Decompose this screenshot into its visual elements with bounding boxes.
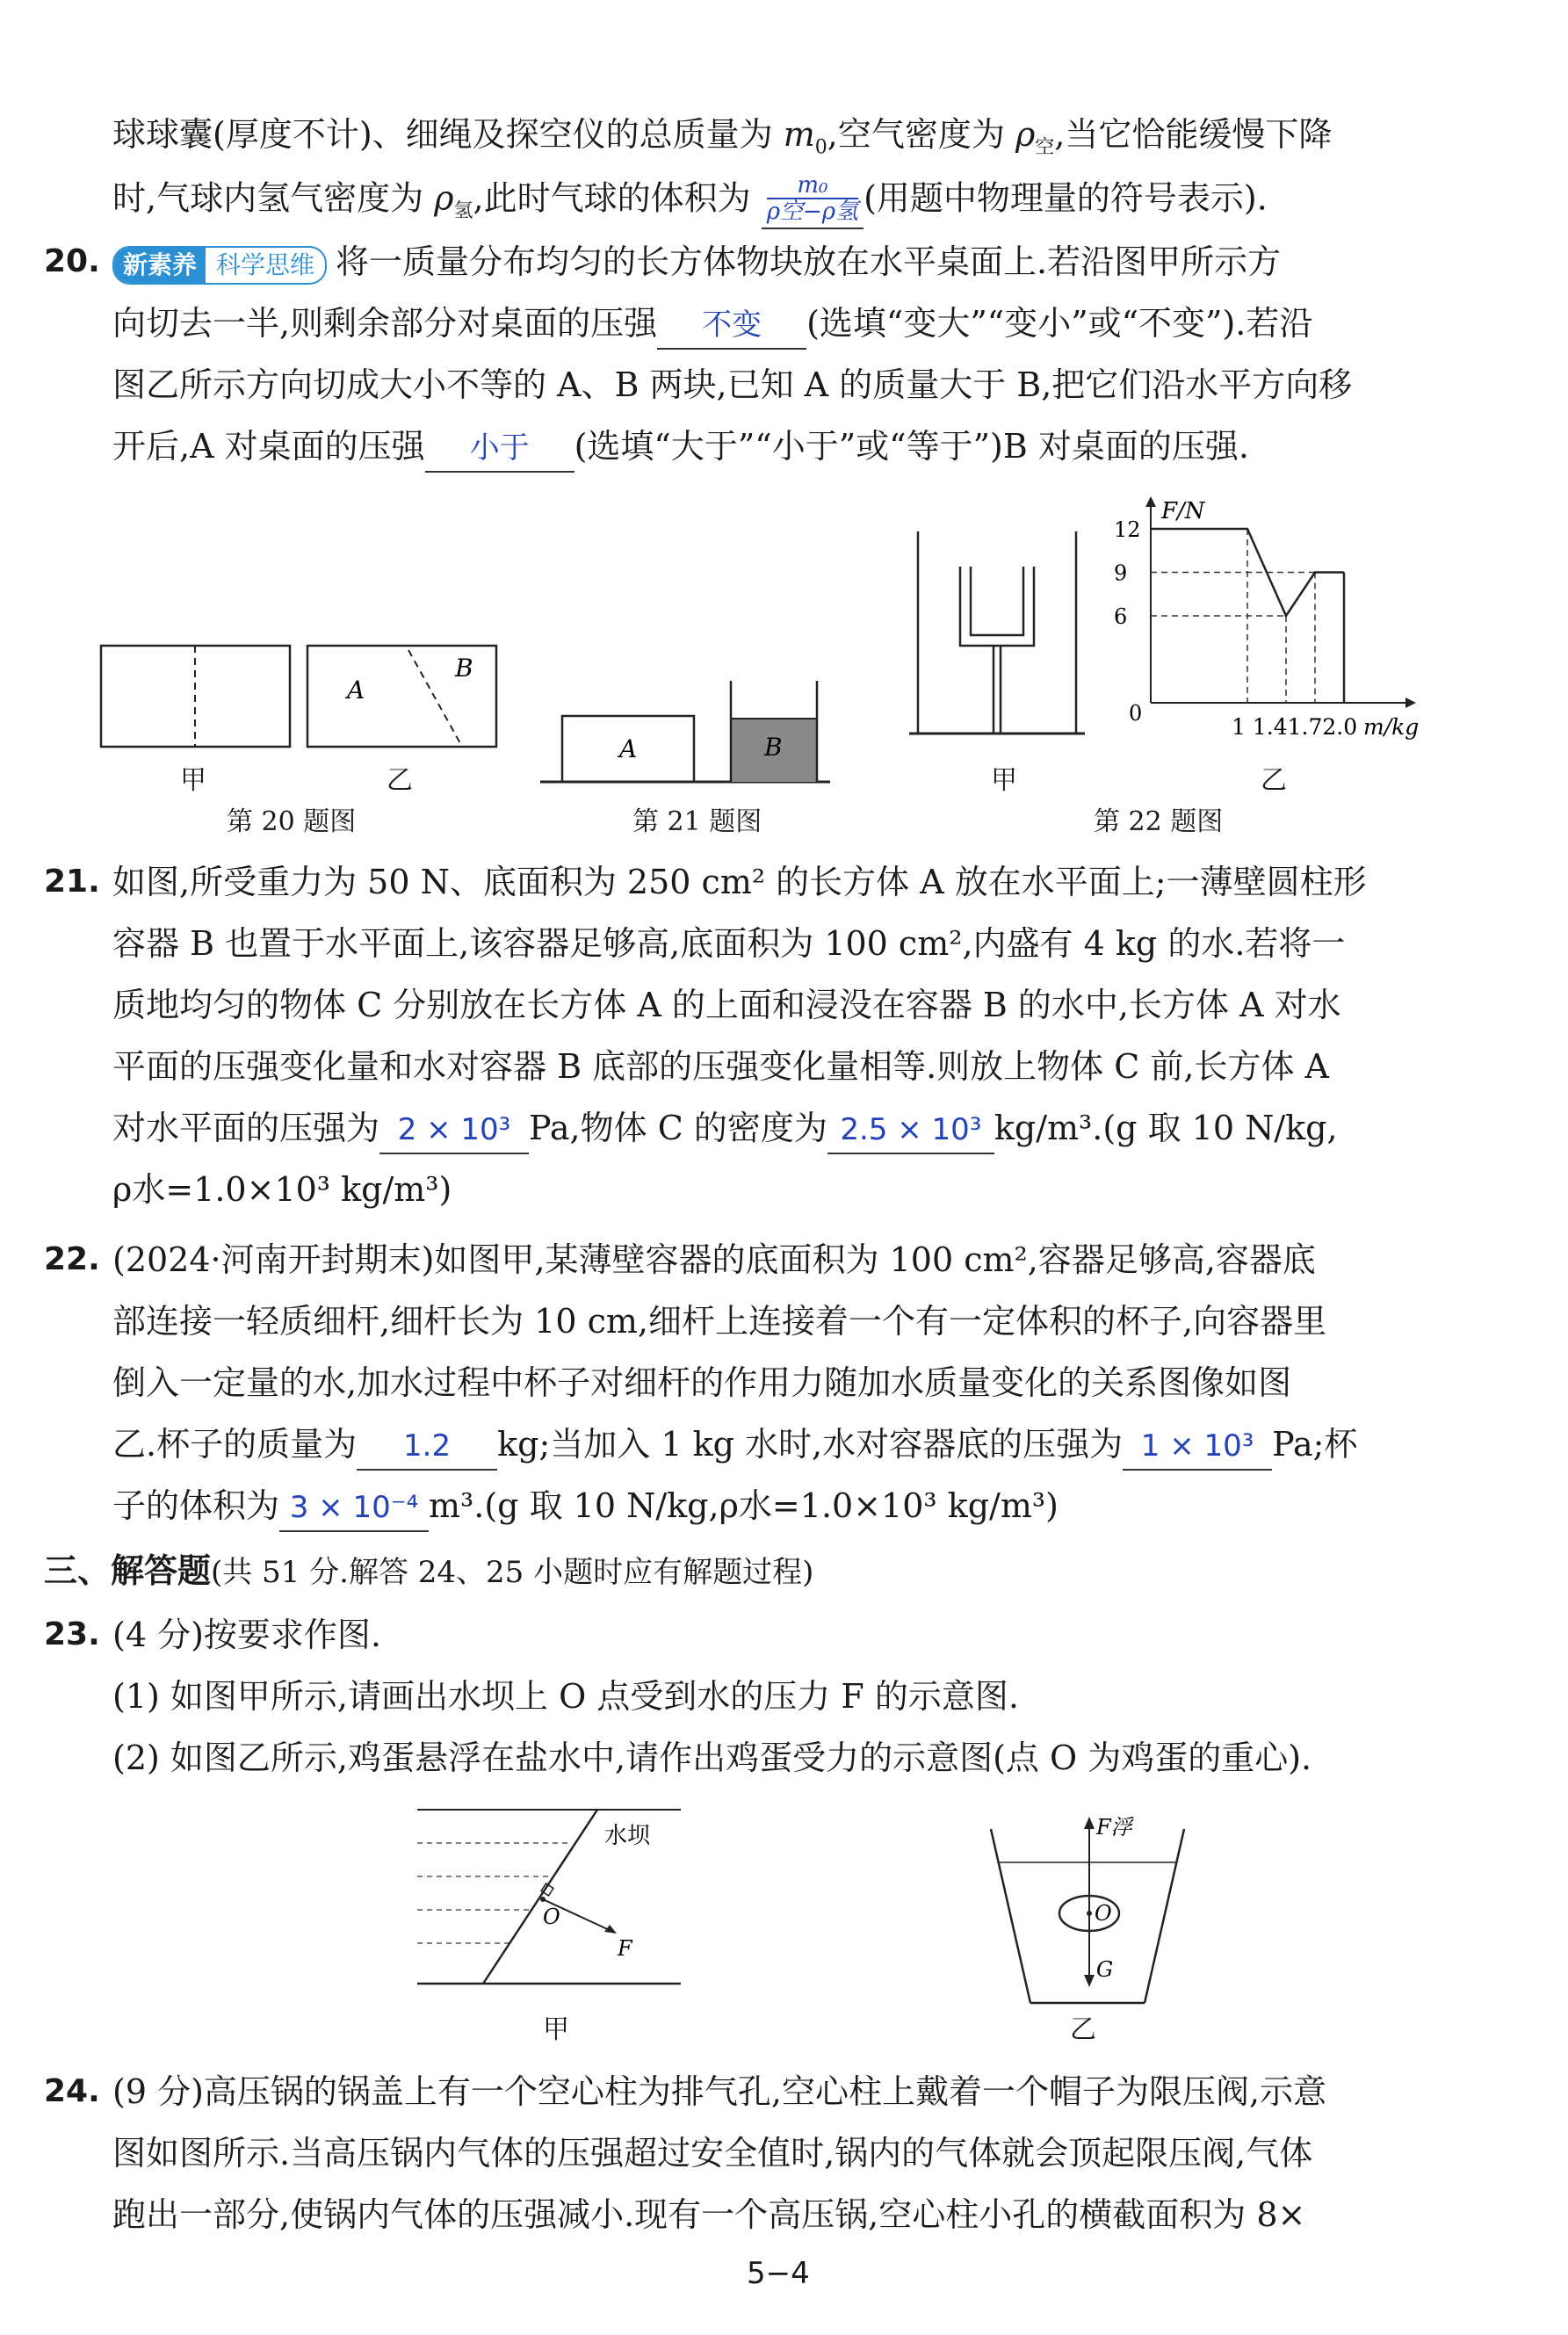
q21-answer-2: 2.5 × 10³ [827,1107,994,1154]
fig20-diagram [97,633,509,755]
fig20-label-yi: 乙 [387,765,413,796]
chart-y-tick-label: 9 [1114,560,1128,586]
dam-force-F: F [618,1936,632,1961]
q24-line-1: (9 分)高压锅的锅盖上有一个空心柱为排气孔,空心柱上戴着一个帽子为限压阀,示意 [112,2072,1327,2111]
dam-label: 水坝 [604,1823,651,1849]
fig22-label-yi: 乙 [1261,765,1287,796]
fig23-label-jia: 甲 [543,2014,569,2045]
q22-line-5: 子的体积为 3 × 10⁻⁴ m³.(g 取 10 N/kg,ρ水=1.0×10³ kg/m³) [112,1483,1059,1532]
fig22-container-diagram [909,527,1085,747]
q21-line-4: 平面的压强变化量和水对容器 B 底部的压强变化量相等.则放上物体 C 前,长方体 A [112,1047,1329,1086]
q21-line-1: 如图,所受重力为 50 N、底面积为 250 cm² 的长方体 A 放在水平面上;一薄壁圆柱形 [112,863,1367,901]
q21-line-3: 质地均匀的物体 C 分别放在长方体 A 的上面和浸没在容器 B 的水中,长方体 A 对水 [112,986,1341,1024]
fig23-egg-diagram [982,1810,1193,2007]
fig21-caption: 第 21 题图 [632,806,762,837]
q21-line-5: 对水平面的压强为 2 × 10³ Pa,物体 C 的密度为 2.5 × 10³ kg/m³.(g 取 10 N/kg, [112,1105,1338,1154]
chart-x-tick-labels: 1 1.41.72.0 [1232,714,1358,740]
section-3-heading: 三、解答题(共 51 分.解答 24、25 小题时应有解题过程) [44,1551,814,1590]
chart-x-arrow-icon [1405,698,1416,708]
q20-line-2: 向切去一半,则剩余部分对桌面的压强 不变 (选填“变大”“变小”或“不变”).若沿 [112,300,1312,350]
q21-number: 21. [44,864,100,900]
chart-x-label: m/kg [1363,714,1420,740]
q19-answer-fraction: $\frac{\text{m₀}}{\text{ρ空−ρ氢}}$ [762,173,863,229]
q20-line-1: 新素养 科学思维 将一质量分布均匀的长方体物块放在水平桌面上.若沿图甲所示方 [112,239,1281,285]
q22-answer-2: 1 × 10³ [1123,1423,1272,1471]
q22-line-2: 部连接一轻质细杆,细杆长为 10 cm,细杆上连接着一个有一定体积的杯子,向容器里 [112,1302,1327,1341]
fig20-caption: 第 20 题图 [227,806,357,837]
fig23-dam-diagram [413,1801,694,1999]
q23-line-2: (1) 如图甲所示,请画出水坝上 O 点受到水的压力 F 的示意图. [112,1677,1019,1716]
egg-center-O: O [1095,1901,1112,1926]
fig22-force-chart [1098,492,1449,747]
q20-number: 20. [44,243,100,279]
q22-answer-1: 1.2 [357,1423,497,1471]
q20-answer-1: 不变 [657,302,806,350]
chart-y-tick-label: 12 [1114,517,1141,542]
q24-number: 24. [44,2073,100,2109]
fig22-caption: 第 22 题图 [1094,806,1224,837]
fig20-label-jia: 甲 [180,765,206,796]
chart-y-arrow-icon [1145,496,1156,507]
fig21-label-B: B [764,733,783,762]
fig21-label-A: A [619,734,638,763]
egg-buoyancy-label: F浮 [1096,1815,1132,1840]
dam-point-O: O [543,1905,560,1929]
q23-number: 23. [44,1616,100,1652]
q21-line-2: 容器 B 也置于水平面上,该容器足够高,底面积为 100 cm²,内盛有 4 kg 的水.若将一 [112,924,1346,963]
q22-number: 22. [44,1241,100,1277]
chart-y-tick-label: 6 [1114,604,1128,629]
q24-line-2: 图如图所示.当高压锅内气体的压强超过安全值时,锅内的气体就会顶起限压阀,气体 [112,2134,1313,2172]
fig20-label-A: A [347,676,365,705]
q19-line-2: 时,气球内氢气密度为 $\rho_氢$,此时气球的体积为 $\frac{\text{m₀}}{\text{ρ空−ρ氢}}$ (用题中物理量的符号表示). [112,173,1268,235]
q20-line-3: 图乙所示方向切成大小不等的 A、B 两块,已知 A 的质量大于 B,把它们沿水平方向移 [112,365,1353,404]
q22-line-3: 倒入一定量的水,加水过程中杯子对细杆的作用力随加水质量变化的关系图像如图 [112,1363,1292,1402]
fig23-label-yi: 乙 [1070,2014,1096,2045]
q22-line-1: (2024·河南开封期末)如图甲,某薄壁容器的底面积为 100 cm²,容器足够高,容器底 [112,1240,1316,1279]
q20-answer-2: 小于 [425,425,574,473]
q21-line-6: ρ水=1.0×10³ kg/m³) [112,1170,452,1209]
chart-y-label: F/N [1161,498,1205,524]
new-literacy-badge: 新素养 科学思维 [112,246,327,285]
fig20-label-B: B [455,654,473,683]
q23-line-3: (2) 如图乙所示,鸡蛋悬浮在盐水中,请作出鸡蛋受力的示意图(点 O 为鸡蛋的重心). [112,1739,1312,1777]
q24-line-3: 跑出一部分,使锅内气体的压强减小.现有一个高压锅,空心柱小孔的横截面积为 8× [112,2195,1306,2234]
fig21-diagram [536,668,835,791]
chart-origin: 0 [1129,701,1143,726]
fig22-label-jia: 甲 [991,765,1017,796]
q19-line-1: 球球囊(厚度不计)、细绳及探空仪的总质量为 $m_0$,空气密度为 $\rho_空$,当它恰能缓慢下降 [112,115,1333,159]
q23-line-1: (4 分)按要求作图. [112,1616,381,1654]
q21-answer-1: 2 × 10³ [379,1107,529,1154]
q22-line-4: 乙.杯子的质量为 1.2 kg;当加入 1 kg 水时,水对容器底的压强为 1 × 10³ Pa;杯 [112,1421,1357,1471]
q20-line-4: 开后,A 对桌面的压强 小于 (选填“大于”“小于”或“等于”)B 对桌面的压强. [112,423,1249,473]
egg-gravity-label: G [1096,1957,1114,1982]
q22-answer-3: 3 × 10⁻⁴ [279,1485,429,1532]
page-number: 5−4 [747,2256,810,2291]
